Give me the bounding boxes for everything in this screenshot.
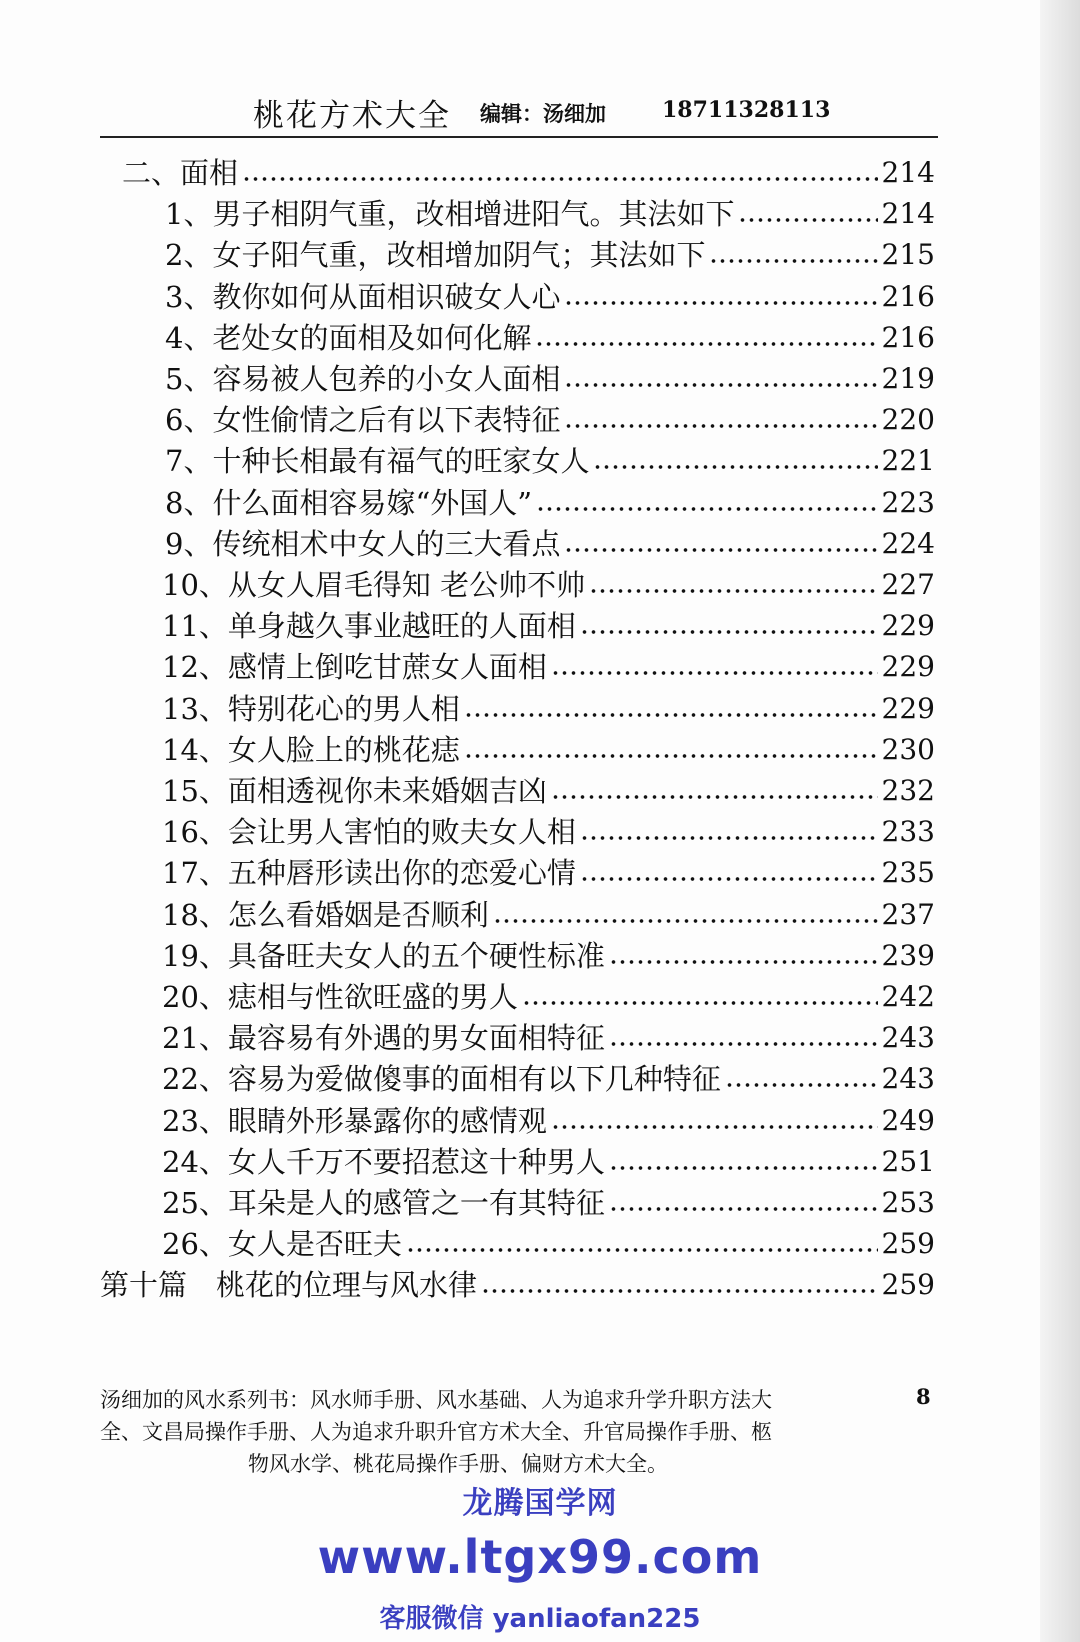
toc-dot-leader bbox=[522, 999, 878, 1007]
toc-entry-label: 17、五种唇形读出你的恋爱心情 bbox=[162, 856, 576, 891]
toc-entry bbox=[162, 646, 935, 688]
footer-line-3: 物风水学、桃花局操作手册、偏财方术大全。 bbox=[248, 1452, 668, 1476]
toc-entry bbox=[165, 317, 935, 359]
toc-entry-label: 10、从女人眉毛得知 老公帅不帅 bbox=[162, 568, 586, 602]
toc-entry-label: 8、什么面相容易嫁“外国人” bbox=[165, 485, 533, 520]
toc-entry bbox=[162, 729, 935, 771]
page-edge-shadow bbox=[1040, 0, 1080, 1642]
editor-phone: 18711328113 bbox=[662, 97, 831, 123]
toc-entry-page: 214 bbox=[881, 197, 935, 231]
toc-entry bbox=[162, 852, 935, 894]
toc-dot-leader bbox=[725, 1081, 878, 1089]
toc-dot-leader bbox=[580, 834, 878, 842]
toc-dot-leader bbox=[580, 628, 878, 636]
toc-entry-label: 9、传统相术中女人的三大看点 bbox=[165, 526, 561, 561]
toc-entry bbox=[162, 935, 935, 977]
toc-entry-page: 219 bbox=[881, 362, 935, 395]
toc-entry-label: 15、面相透视你未来婚姻吉凶 bbox=[162, 774, 547, 808]
toc-entry bbox=[165, 482, 935, 524]
toc-entry bbox=[162, 894, 935, 936]
book-title: 桃花方术大全 bbox=[253, 98, 451, 134]
toc-entry bbox=[165, 358, 935, 400]
toc-dot-leader bbox=[564, 381, 877, 389]
toc-entry bbox=[162, 1058, 935, 1100]
toc-entry-page: 220 bbox=[881, 403, 935, 437]
toc-entry-page: 239 bbox=[881, 938, 935, 972]
toc-entry-page: 223 bbox=[881, 485, 935, 519]
toc-entry-label: 21、最容易有外遇的男女面相特征 bbox=[162, 1021, 605, 1056]
toc-entry bbox=[165, 399, 935, 441]
toc-dot-leader bbox=[481, 1287, 878, 1295]
toc-dot-leader bbox=[536, 505, 877, 513]
toc-entry-label: 11、单身越久事业越旺的人面相 bbox=[162, 609, 576, 644]
toc-entry-label: 12、感情上倒吃甘蔗女人面相 bbox=[162, 650, 547, 685]
toc-dot-leader bbox=[406, 1246, 878, 1254]
page-header bbox=[100, 88, 938, 138]
toc-dot-leader bbox=[551, 1123, 878, 1131]
toc-entry-page: 216 bbox=[881, 320, 935, 354]
toc-entry-page: 229 bbox=[881, 691, 935, 725]
toc-entry bbox=[162, 688, 935, 730]
editor-credit: 编辑：汤细加 bbox=[480, 102, 606, 126]
page-number: 8 bbox=[916, 1384, 931, 1409]
toc-dot-leader bbox=[738, 216, 877, 224]
toc-entry-label: 7、十种长相最有福气的旺家女人 bbox=[165, 444, 590, 479]
toc-entry-label: 二、面相 bbox=[122, 156, 239, 190]
footer-series-note bbox=[100, 1384, 890, 1480]
toc-entry-page: 237 bbox=[881, 897, 935, 931]
toc-entry-page: 229 bbox=[881, 650, 935, 684]
watermark-contact: 客服微信 yanliaofan225 bbox=[379, 1604, 701, 1634]
toc-entry bbox=[162, 1017, 935, 1059]
toc-entry-label: 18、怎么看婚姻是否顺利 bbox=[162, 897, 489, 932]
toc-dot-leader bbox=[609, 1164, 878, 1172]
toc-entry-page: 230 bbox=[881, 732, 935, 766]
toc-entry-label: 13、特别花心的男人相 bbox=[162, 691, 460, 726]
toc-entry-page: 214 bbox=[881, 156, 935, 189]
toc-entry bbox=[165, 193, 935, 235]
toc-entry bbox=[162, 1100, 935, 1142]
toc-entry bbox=[162, 811, 935, 853]
toc-entry bbox=[162, 564, 935, 606]
toc-entry-label: 22、容易为爱做傻事的面相有以下几种特征 bbox=[162, 1062, 721, 1097]
toc-entry-page: 251 bbox=[881, 1144, 935, 1178]
toc-entry-page: 229 bbox=[881, 609, 935, 643]
toc-dot-leader bbox=[589, 587, 877, 595]
toc-entry-label: 第十篇 桃花的位理与风水律 bbox=[100, 1268, 478, 1303]
toc-dot-leader bbox=[609, 958, 878, 966]
toc-entry bbox=[162, 1223, 935, 1265]
toc-entry-page: 235 bbox=[881, 856, 935, 890]
toc-dot-leader bbox=[709, 257, 877, 265]
toc-entry-page: 224 bbox=[881, 526, 935, 560]
toc-dot-leader bbox=[609, 1205, 878, 1213]
toc-dot-leader bbox=[551, 793, 878, 801]
toc-dot-leader bbox=[551, 669, 878, 677]
footer-line-1: 汤细加的风水系列书：风水师手册、风水基础、人为追求升学升职方法大 bbox=[100, 1388, 772, 1412]
toc-entry-page: 227 bbox=[881, 568, 935, 601]
toc-dot-leader bbox=[580, 875, 878, 883]
toc-entry-label: 4、老处女的面相及如何化解 bbox=[165, 320, 532, 355]
toc-entry bbox=[162, 770, 935, 812]
toc-entry-label: 1、男子相阴气重，改相增进阳气。其法如下 bbox=[165, 197, 735, 232]
watermark-site-name: 龙腾国学网 bbox=[462, 1486, 618, 1521]
toc-entry-page: 253 bbox=[881, 1186, 935, 1219]
toc-entry-label: 2、女子阳气重，改相增加阴气；其法如下 bbox=[165, 238, 706, 273]
toc-entry-page: 232 bbox=[881, 774, 935, 807]
toc-entry-label: 26、女人是否旺夫 bbox=[162, 1227, 402, 1262]
footer-line-2: 全、文昌局操作手册、人为追求升职升官方术大全、升官局操作手册、柩 bbox=[100, 1420, 772, 1444]
toc-dot-leader bbox=[242, 175, 878, 183]
toc-dot-leader bbox=[564, 546, 877, 554]
toc-entry-page: 259 bbox=[881, 1268, 935, 1302]
toc-dot-leader bbox=[464, 711, 878, 719]
toc-dot-leader bbox=[593, 463, 877, 471]
toc-entry-label: 6、女性偷情之后有以下表特征 bbox=[165, 403, 561, 438]
toc-entry bbox=[165, 523, 935, 565]
toc-entry bbox=[165, 234, 935, 276]
toc-dot-leader bbox=[493, 917, 878, 925]
toc-dot-leader bbox=[564, 299, 877, 307]
toc-entry-label: 24、女人千万不要招惹这十种男人 bbox=[162, 1144, 605, 1179]
toc-entry bbox=[100, 1264, 935, 1306]
toc-dot-leader bbox=[535, 340, 877, 348]
toc-entry-label: 3、教你如何从面相识破女人心 bbox=[165, 279, 561, 314]
toc-entry bbox=[162, 1141, 935, 1183]
toc-entry bbox=[162, 976, 935, 1018]
toc-entry-label: 19、具备旺夫女人的五个硬性标准 bbox=[162, 938, 605, 973]
toc-entry-label: 25、耳朵是人的感管之一有其特征 bbox=[162, 1186, 605, 1220]
toc-entry-page: 249 bbox=[881, 1103, 935, 1137]
toc-entry-page: 215 bbox=[881, 238, 935, 272]
toc-entry-label: 5、容易被人包养的小女人面相 bbox=[165, 362, 561, 396]
toc-dot-leader bbox=[464, 752, 878, 760]
toc-entry-label: 16、会让男人害怕的败夫女人相 bbox=[162, 815, 576, 850]
toc-dot-leader bbox=[564, 422, 877, 430]
toc-entry-page: 221 bbox=[881, 444, 935, 478]
toc-entry-label: 23、眼睛外形暴露你的感情观 bbox=[162, 1103, 547, 1138]
toc-entry-page: 242 bbox=[881, 980, 935, 1013]
toc-entry bbox=[165, 276, 935, 318]
toc-entry bbox=[162, 605, 935, 647]
toc-entry bbox=[165, 440, 935, 482]
toc-entry-page: 259 bbox=[881, 1227, 935, 1261]
toc-entry-label: 14、女人脸上的桃花痣 bbox=[162, 732, 460, 767]
toc-entry-page: 233 bbox=[881, 815, 935, 849]
watermark-url: www.ltgx99.com bbox=[317, 1530, 763, 1584]
toc-entry-page: 243 bbox=[881, 1062, 935, 1096]
toc-entry-page: 243 bbox=[881, 1021, 935, 1055]
toc-entry-page: 216 bbox=[881, 279, 935, 313]
toc-entry-label: 20、痣相与性欲旺盛的男人 bbox=[162, 980, 518, 1014]
toc-dot-leader bbox=[609, 1040, 878, 1048]
toc-entry bbox=[122, 152, 935, 194]
toc-entry bbox=[162, 1182, 935, 1224]
